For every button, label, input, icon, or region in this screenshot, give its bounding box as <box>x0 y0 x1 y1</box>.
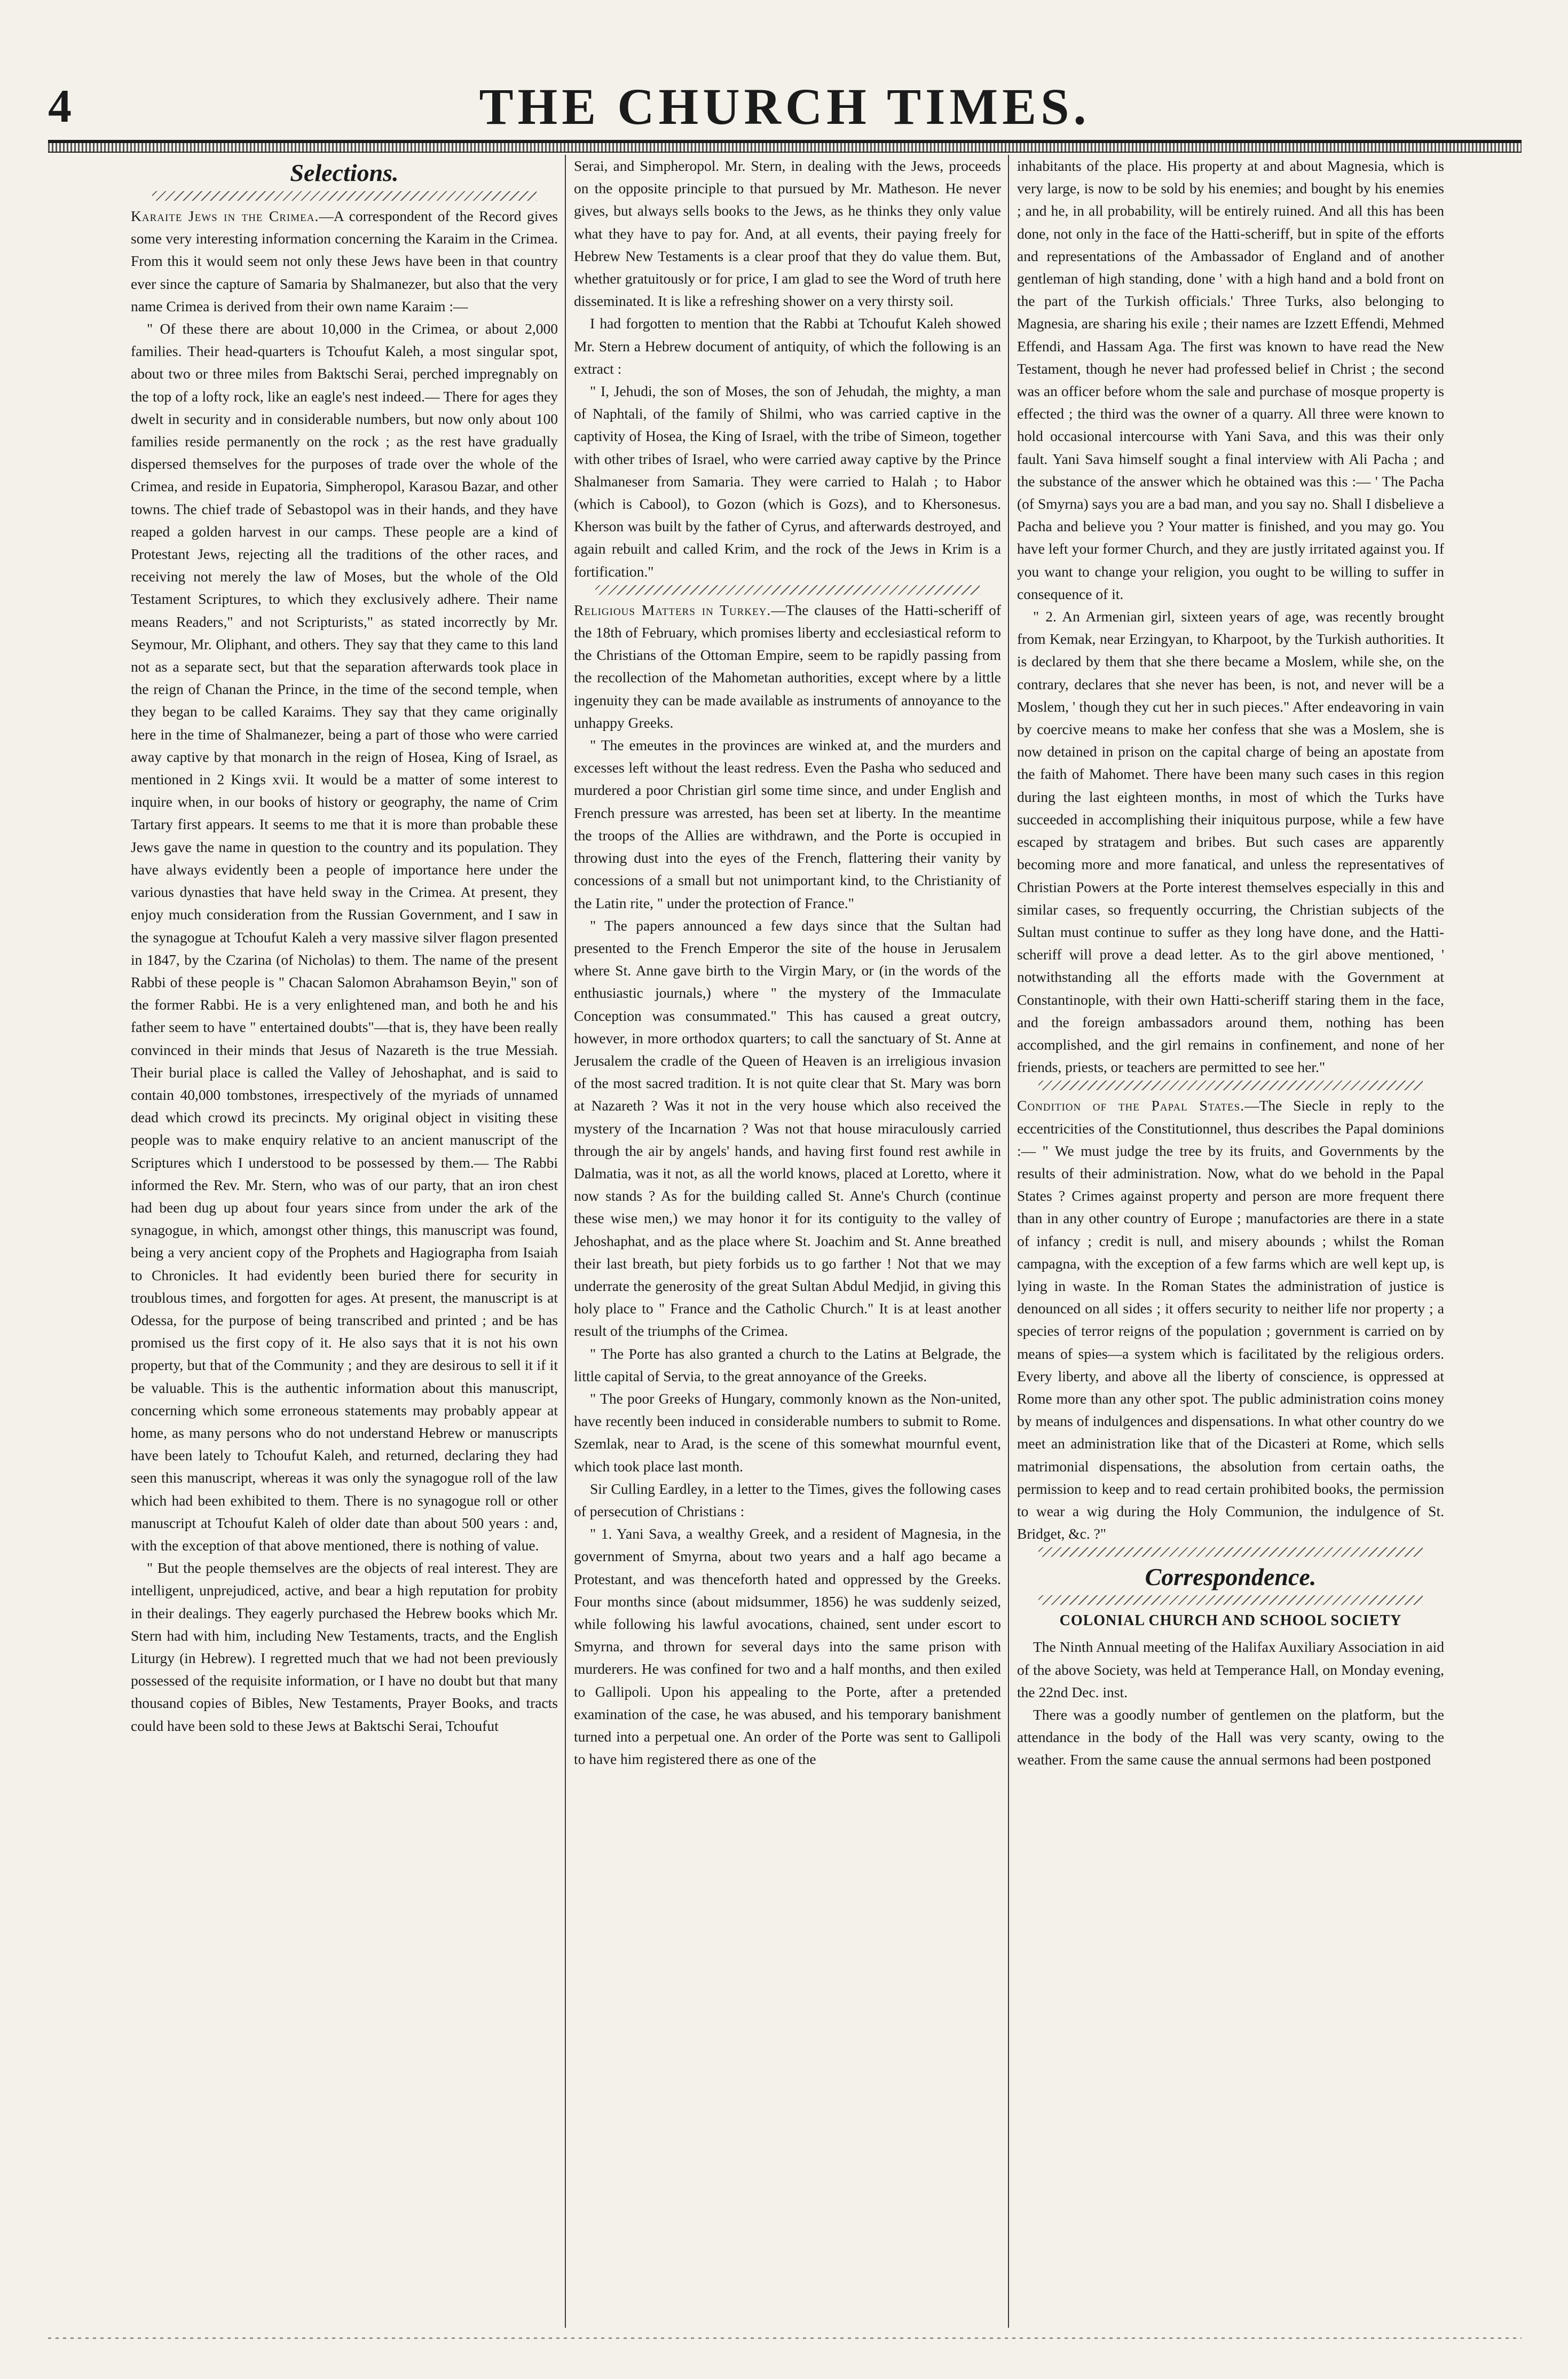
newspaper-title: THE CHURCH TIMES. <box>479 78 1091 135</box>
column-1 <box>131 155 558 2328</box>
article-paragraph <box>574 599 1001 734</box>
article-paragraph <box>131 205 558 318</box>
article-paragraph: I had forgotten to mention that the Rabbi at Tchoufut Kaleh showed Mr. Stern a Hebrew document of antiquity, of which the following is an extract : <box>574 315 1001 377</box>
karaite-article-headline: Karaite Jews in the Crimea. <box>131 208 319 224</box>
selections-heading: Selections. <box>290 159 399 186</box>
papal-states-article-headline: Condition of the Papal States. <box>1017 1097 1245 1114</box>
article-paragraph: " 2. An Armenian girl, sixteen years of age, was recently brought from Kemak, near Erzingyan, to Kharpoot, by the Turkish authorities. It is declared by them that she there became a Moslem, while she, on the contrary, declares that she never has been, is not, and never will be a Moslem, ' though they cut her in such pieces." After endeavoring in vain by coercive means to make her confess that she was a Moslem, she is now detained in prison on the capital charge of being an apostate from the faith of Mahomet. There have been many such cases in this region during the last eighteen months, in most of which the Turks have succeeded in accomplishing their iniquitous purpose, while a few have escaped by stratagem and bribes. But such cases are apparently becoming more and more fanatical, and unless the representatives of Christian Powers at the Porte interest themselves especially in this and similar cases, so frequently occurring, the Christian subjects of the Sultan must continue to suffer as they long have done, and the Hatti-scheriff will prove a dead letter. As to the girl above mentioned, ' notwithstanding all the efforts made with the Government at Constantinople, with their own Hatti-scheriff staring them in the face, and the foreign ambassadors around them, nothing has been accomplished, and the girl remains in confinement, and none of her friends, priests, or teachers are permitted to see her." <box>1017 608 1444 1076</box>
article-paragraph: " 1. Yani Sava, a wealthy Greek, and a resident of Magnesia, in the government of Smyrna, about two years and a half ago became a Protestant, and was thenceforth hated and oppressed by the Greeks. Four months since (about midsummer, 1856) he was suddenly seized, while following his lawful avocations, chained, sent under escort to Smyrna, and thrown for several days into the same prison with murderers. He was confined for two and a half months, and then exiled to Gallipoli. Upon his appealing to the Porte, after a pretended examination of the case, he was abused, and his temporary banishment turned into a perpetual one. An order of the Porte was sent to Gallipoli to have him registered there as one of the <box>574 1525 1001 1768</box>
column-divider <box>565 155 566 2328</box>
society-article-title: COLONIAL CHURCH AND SCHOOL SOCIETY <box>1059 1612 1402 1629</box>
turkey-article-intro: —The clauses of the Hatti-scheriff of the 18th of February, which promises liberty and ecclesiastical reform to the Christians of the Ottoman Empire, seem to be rapidly passing from the recollection of the Mahometan authorities, except where by a little ingenuity they can be made available as instruments of annoyance to the unhappy Greeks. <box>574 601 1001 731</box>
turkey-article-headline: Religious Matters in Turkey. <box>574 601 771 618</box>
ornamental-rule <box>1038 1081 1423 1090</box>
ornamental-rule <box>1038 1595 1423 1605</box>
correspondence-heading: Correspondence. <box>1145 1563 1317 1591</box>
masthead <box>48 80 1522 139</box>
bottom-edge-rule <box>48 2337 1522 2339</box>
papal-states-article-intro: —The Siecle in reply to the eccentricities of the Constitutionnel, thus describes the Papal dominions :— " We must judge the tree by its fruits, and Governments by the results of their administration. Now, what do we behold in the Papal States ? Crimes against property and person are more frequent there than in any other country of Europe ; manufactories are there in a state of infancy ; credit is null, and misery abounds ; whilst the Roman campagna, with the exception of a few farms which are well kept up, is lying in waste. In the Roman States the administration of justice is denounced on all sides ; it offers security to neither life nor property ; a species of terror reigns of the population ; government is carried on by means of spies—a system which is facilitated by the religious orders. Every liberty, and above all the liberty of conscience, is oppressed at Rome more than any other spot. The public administration coins money by means of indulgences and dispensations. In what other country do we meet an administration like that of the Dicasteri at Rome, which sells matrimonial dispensations, the absolution from certain oaths, the permission to keep and to read certain prohibited books, the permission to wear a wig during the Holy Communion, the indulgence of St. Bridget, &c. ?" <box>1017 1097 1444 1542</box>
ornamental-rule <box>595 585 980 595</box>
page-number: 4 <box>48 81 72 132</box>
article-paragraph: " The Porte has also granted a church to the Latins at Belgrade, the little capital of Servia, to the great annoyance of the Greeks. <box>574 1345 1001 1384</box>
column-2 <box>574 155 1001 2328</box>
article-paragraph <box>1017 1094 1444 1545</box>
article-paragraph: " The poor Greeks of Hungary, commonly known as the Non-united, have recently been induced in considerable numbers to submit to Rome. Szemlak, near to Arad, is the scene of this somewhat mournful event, which took place last month. <box>574 1390 1001 1475</box>
article-paragraph: " The papers announced a few days since that the Sultan had presented to the French Emperor the site of the house in Jerusalem where St. Anne gave birth to the Virgin Mary, or (in the words of the enthusiastic journals,) where " the mystery of the Immaculate Conception was consummated." This has caused a great outcry, however, in more orthodox quarters; to call the sanctuary of St. Anne at Jerusalem the cradle of the Queen of Heaven is an irreligious invasion of the most sacred tradition. It is not quite clear that St. Mary was born at Nazareth ? Was it not in the very house which also received the mystery of the Incarnation ? Was not that house miraculously carried through the air by angels' hands, and having first found rest awhile in Dalmatia, was it not, as all the world knows, placed at Loretto, where it now stands ? As for the building called St. Anne's Church (continue these wise men,) we may honor it for its contiguity to the valley of Jehoshaphat, and as the place where St. Joachim and St. Anne breathed their last breath, but piety forbids us to go farther ! Not that we may underrate the generosity of the great Sultan Abdul Medjid, in giving this holy place to " France and the Catholic Church." It is at least another result of the triumphs of the Crimea. <box>574 917 1001 1340</box>
column-3 <box>1017 155 1444 2328</box>
column-divider <box>1008 155 1009 2328</box>
article-paragraph: " The emeutes in the provinces are winked at, and the murders and excesses left without the least redress. Even the Pasha who seduced and murdered a poor Christian girl some time since, and under English and French pressure was arrested, has been set at liberty. In the meantime the troops of the Allies are withdrawn, and the Porte is occupied in throwing dust into the eyes of the French, flattering their vanity by concessions of a small but not unimportant kind, to the Christianity of the Latin rite, " under the protection of France." <box>574 737 1001 911</box>
karaite-article-intro: —A correspondent of the Record gives some very interesting information concerning the Karaim in the Crimea. From this it would seem not only these Jews have been in that country ever since the capture of Samaria by Shalmanezer, but also that the very name Crimea is derived from their own name Karaim :— <box>131 208 558 314</box>
article-paragraph: inhabitants of the place. His property at and about Magnesia, which is very large, is now to be sold by his enemies; and bought by his enemies ; and he, in all probability, will be entirely ruined. And all this has been done, not only in the face of the Hatti-scheriff, but in spite of the efforts and representations of the Ambassador of England and of another gentleman of high standing, done ' with a high hand and a bold front on the part of the Turkish officials.' Three Turks, also belonging to Magnesia, are sharing his exile ; their names are Izzett Effendi, Mehmed Effendi, and Hassam Aga. The first was known to have read the New Testament, though he never had professed belief in Christ ; the second was an officer before whom the sale and purchase of mosque property is effected ; the third was the owner of a quarry. All three were known to hold occasional intercourse with Yani Sava, and this was their only fault. Yani Sava himself sought a final interview with Ali Pacha ; and the substance of the answer which he obtained was this :— ' The Pacha (of Smyrna) says you are a bad man, and you say no. Shall I disbelieve a Pacha and believe you ? Your matter is finished, and you may go. You have left your former Church, and they are justly irritated against you. If you want to change your religion, you ought to be willing to suffer in consequence of it. <box>1017 157 1444 602</box>
article-paragraph: " Of these there are about 10,000 in the Crimea, or about 2,000 families. Their head-quarters is Tchoufut Kaleh, a most singular spot, about two or three miles from Baktschi Serai, perched impregnably on the top of a lofty rock, like an eagle's nest indeed.— There for ages they dwelt in security and in considerable numbers, but now only about 100 families reside permanently on the rock ; as the rest have gradually dispersed themselves for the purposes of trade over the whole of the Crimea, and reside in Eupatoria, Simpheropol, Karasou Bazar, and other towns. The chief trade of Sebastopol was in their hands, and they have reaped a golden harvest in our camps. These people are a kind of Protestant Jews, rejecting all the traditions of the other races, and receiving not merely the law of Moses, but the whole of the Old Testament Scriptures, to which they exclusively adhere. Their name means Readers," and not Scripturists," as stated incorrectly by Mr. Seymour, Mr. Oliphant, and others. They say that they came to this land not as a separate sect, but that the separation afterwards took place in the reign of Chanan the Prince, in the time of the second temple, when they began to be called Karaims. They say that they came originally here in the time of Shalmanezer, being a part of those who were carried away captive by that monarch in the reign of Hosea, King of Israel, as mentioned in 2 Kings xvii. It would be a matter of some interest to inquire when, in our books of history or geography, the name of Crim Tartary first appears. It seems to me that it is more than probable these Jews gave the name in question to the country and its population. They have always evidently been a people of importance here under the various dynasties that have held sway in the Crimea. At present, they enjoy much consideration from the Russian Government, and I saw in the synagogue at Tchoufut Kaleh a very massive silver flagon presented in 1847, by the Czarina (of Nicholas) to them. The name of the present Rabbi of these people is " Chacan Salomon Abrahamson Beyin," son of the former Rabbi. He is a very enlightened man, and both he and his father seem to have " entertained doubts"—that is, they have been really convinced in their minds that Jesus of Nazareth is the true Messiah. Their burial place is called the Valley of Jehoshaphat, and is said to contain 40,000 tombstones, irrespectively of the myriads of unnamed dead which crowd its precincts. My original object in visiting these people was to make enquiry relative to an ancient manuscript of the Scriptures which I understood to be possessed by them.— The Rabbi informed the Rev. Mr. Stern, who was of our party, that an iron chest had been dug up about four years since from under the ark of the synagogue, in which, amongst other things, this manuscript was found, being a very ancient copy of the Prophets and Hagiographa from Isaiah to Chronicles. It had evidently been buried there for security in troublous times, and forgotten for ages. At present, the manuscript is at Odessa, for the purpose of being transcribed and printed ; and be has promised us the first copy of it. He also says that it is not his own property, but that of the Community ; and they are desirous to sell it if it be valuable. This is the authentic information about this manuscript, concerning which some erroneous statements may probably appear at home, as many persons who do not understand Hebrew or manuscripts have been lately to Tchoufut Kaleh, and returned, declaring they had seen this manuscript, whereas it was only the synagogue roll of the law which had been exhibited to them. There is no synagogue roll or other manuscript at Tchoufut Kaleh of older date than about 500 years : and, with the exception of that above mentioned, there is nothing of value. <box>131 320 558 1554</box>
article-paragraph: " I, Jehudi, the son of Moses, the son of Jehudah, the mighty, a man of Naphtali, of the family of Shilmi, who was carried captive in the captivity of Hosea, the King of Israel, with the tribe of Simeon, together with other tribes of Israel, who were carried away captive by the Prince Shalmaneser from Samaria. They were carried to Halah ; to Habor (which is Cabool), to Gozon (which is Gozs), and to Khersonesus. Kherson was built by the father of Cyrus, and afterwards destroyed, and again rebuilt and called Krim, and the rock of the Jews in Krim is a fortification." <box>574 383 1001 580</box>
masthead-rule <box>48 140 1522 153</box>
article-paragraph: There was a goodly number of gentlemen on the platform, but the attendance in the body of the Hall was very scanty, owing to the weather. From the same cause the annual sermons had been postponed <box>1017 1706 1444 1768</box>
article-paragraph: " But the people themselves are the objects of real interest. They are intelligent, unprejudiced, active, and bear a high reputation for probity in their dealings. They eagerly purchased the Hebrew books which Mr. Stern had with him, including New Testaments, tracts, and the English Liturgy (in Hebrew). I regretted much that we had not been previously possessed of the requisite information, or I have no doubt but that many thousand copies of Bibles, New Testaments, Prayer Books, and tracts could have been sold to these Jews at Baktschi Serai, Tchoufut <box>131 1559 558 1734</box>
ornamental-rule <box>152 191 537 201</box>
article-paragraph: Sir Culling Eardley, in a letter to the Times, gives the following cases of persecution of Christians : <box>574 1480 1001 1519</box>
article-paragraph: The Ninth Annual meeting of the Halifax Auxiliary Association in aid of the above Society, was held at Temperance Hall, on Monday evening, the 22nd Dec. inst. <box>1017 1638 1444 1700</box>
ornamental-rule <box>1038 1547 1423 1557</box>
article-paragraph: Serai, and Simpheropol. Mr. Stern, in dealing with the Jews, proceeds on the opposite principle to that pursued by Mr. Matheson. He never gives, but always sells books to the Jews, as he thinks they only value what they have to pay for. And, at all events, their paying freely for Hebrew New Testaments is a clear proof that they do value them. But, whether gratuitously or for price, I am glad to see the Word of truth here disseminated. It is like a refreshing shower on a very thirsty soil. <box>574 157 1001 310</box>
